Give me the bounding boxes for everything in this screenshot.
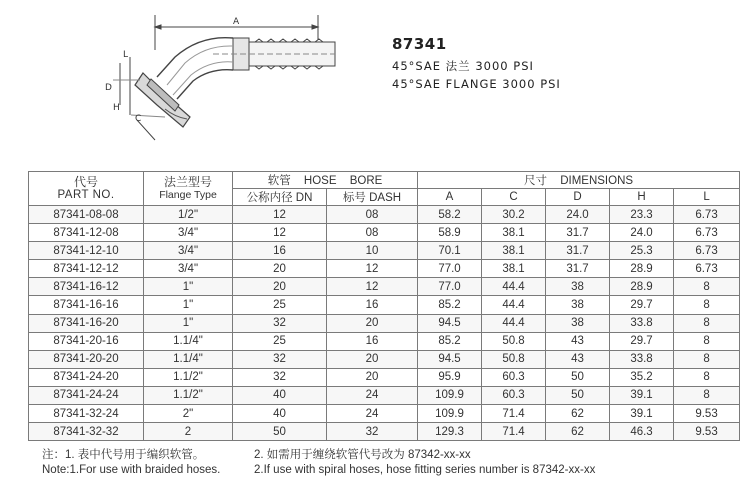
cell-c: 38.1 (482, 242, 546, 260)
cell-a: 85.2 (418, 332, 482, 350)
cell-l: 8 (674, 314, 740, 332)
notes-en (42, 463, 742, 478)
cell-c: 60.3 (482, 386, 546, 404)
cell-dash: 24 (327, 386, 418, 404)
cell-dash: 16 (327, 332, 418, 350)
cell-a: 129.3 (418, 423, 482, 441)
cell-l: 6.73 (674, 224, 740, 242)
cell-c: 38.1 (482, 260, 546, 278)
cell-h: 24.0 (610, 224, 674, 242)
dim-label-c: C (135, 114, 142, 124)
product-title-en: 45°SAE FLANGE 3000 PSI (392, 77, 561, 91)
header-a: A (418, 189, 482, 206)
cell-a: 109.9 (418, 386, 482, 404)
cell-dash: 12 (327, 260, 418, 278)
header-c: C (482, 189, 546, 206)
cell-a: 109.9 (418, 405, 482, 423)
cell-dash: 08 (327, 206, 418, 224)
cell-h: 46.3 (610, 423, 674, 441)
table-row (29, 224, 740, 242)
cell-c: 60.3 (482, 368, 546, 386)
cell-dn: 50 (233, 423, 327, 441)
cell-l: 8 (674, 386, 740, 404)
cell-flange-type: 1.1/4" (144, 332, 233, 350)
cell-part-no: 87341-16-16 (29, 296, 144, 314)
cell-d: 50 (546, 386, 610, 404)
cell-a: 70.1 (418, 242, 482, 260)
header-hose-bore: 软管 HOSE BORE (233, 172, 418, 189)
cell-dn: 20 (233, 260, 327, 278)
cell-part-no: 87341-08-08 (29, 206, 144, 224)
cell-d: 62 (546, 423, 610, 441)
header-part-cn: 代号 (73, 174, 98, 189)
cell-part-no: 87341-32-24 (29, 405, 144, 423)
cell-dn: 32 (233, 350, 327, 368)
cell-a: 58.2 (418, 206, 482, 224)
cell-d: 38 (546, 296, 610, 314)
cell-flange-type: 3/4" (144, 224, 233, 242)
cell-c: 44.4 (482, 314, 546, 332)
table-row (29, 405, 740, 423)
cell-l: 8 (674, 278, 740, 296)
cell-part-no: 87341-12-12 (29, 260, 144, 278)
cell-flange-type: 1" (144, 296, 233, 314)
cell-c: 44.4 (482, 296, 546, 314)
cell-d: 31.7 (546, 260, 610, 278)
header-h: H (610, 189, 674, 206)
cell-part-no: 87341-16-20 (29, 314, 144, 332)
cell-c: 30.2 (482, 206, 546, 224)
cell-dash: 10 (327, 242, 418, 260)
notes (42, 448, 742, 478)
cell-d: 62 (546, 405, 610, 423)
cell-part-no: 87341-32-32 (29, 423, 144, 441)
cell-l: 6.73 (674, 260, 740, 278)
cell-dn: 20 (233, 278, 327, 296)
cell-h: 29.7 (610, 296, 674, 314)
table-row (29, 350, 740, 368)
cell-l: 6.73 (674, 206, 740, 224)
note-en-1: Note:1.For use with braided hoses. (42, 464, 221, 476)
cell-c: 50.8 (482, 350, 546, 368)
cell-c: 71.4 (482, 423, 546, 441)
header-flange-cn: 法兰型号 (163, 174, 212, 189)
cell-a: 77.0 (418, 260, 482, 278)
dim-label-l: L (123, 50, 129, 60)
cell-a: 94.5 (418, 314, 482, 332)
cell-part-no: 87341-20-16 (29, 332, 144, 350)
cell-a: 85.2 (418, 296, 482, 314)
cell-flange-type: 1.1/4" (144, 350, 233, 368)
cell-a: 58.9 (418, 224, 482, 242)
cell-d: 50 (546, 368, 610, 386)
cell-h: 25.3 (610, 242, 674, 260)
cell-l: 9.53 (674, 423, 740, 441)
spec-table (28, 171, 740, 441)
note-cn-2: 2. 如需用于缠绕软管代号改为 87342-xx-xx (254, 449, 471, 461)
header-flange-en: Flange Type (159, 188, 217, 201)
cell-h: 29.7 (610, 332, 674, 350)
header-part-no (29, 172, 144, 206)
table-row (29, 314, 740, 332)
cell-a: 95.9 (418, 368, 482, 386)
cell-part-no: 87341-12-08 (29, 224, 144, 242)
cell-dash: 16 (327, 296, 418, 314)
cell-h: 39.1 (610, 405, 674, 423)
cell-a: 94.5 (418, 350, 482, 368)
cell-part-no: 87341-24-24 (29, 386, 144, 404)
cell-dash: 24 (327, 405, 418, 423)
cell-h: 23.3 (610, 206, 674, 224)
note-cn-1: 注：1. 表中代号用于编织软管。 (42, 449, 205, 461)
cell-l: 8 (674, 350, 740, 368)
cell-d: 24.0 (546, 206, 610, 224)
note-en-2: 2.If use with spiral hoses, hose fitting series number is 87342-xx-xx (254, 464, 596, 476)
header-dn: 公称内径 DN (233, 189, 327, 206)
cell-h: 35.2 (610, 368, 674, 386)
product-code: 87341 (392, 35, 447, 53)
cell-dash: 32 (327, 423, 418, 441)
table-row (29, 368, 740, 386)
cell-flange-type: 1" (144, 314, 233, 332)
header-l: L (674, 189, 740, 206)
fitting-drawing (95, 5, 355, 155)
cell-dn: 12 (233, 224, 327, 242)
header-d: D (546, 189, 610, 206)
header-part-en: PART NO. (57, 188, 115, 201)
table-row (29, 278, 740, 296)
header-dash: 标号 DASH (327, 189, 418, 206)
dim-label-d: D (105, 83, 112, 93)
table-row (29, 332, 740, 350)
dim-label-a: A (233, 17, 240, 27)
cell-part-no: 87341-24-20 (29, 368, 144, 386)
table-body (29, 206, 740, 441)
cell-flange-type: 1.1/2" (144, 368, 233, 386)
cell-flange-type: 1/2" (144, 206, 233, 224)
cell-flange-type: 3/4" (144, 242, 233, 260)
cell-flange-type: 2" (144, 405, 233, 423)
cell-dn: 40 (233, 386, 327, 404)
cell-h: 28.9 (610, 260, 674, 278)
cell-part-no: 87341-20-20 (29, 350, 144, 368)
cell-part-no: 87341-12-10 (29, 242, 144, 260)
table-row (29, 206, 740, 224)
cell-dn: 32 (233, 368, 327, 386)
cell-l: 6.73 (674, 242, 740, 260)
cell-l: 8 (674, 296, 740, 314)
table-row (29, 242, 740, 260)
cell-c: 38.1 (482, 224, 546, 242)
cell-c: 50.8 (482, 332, 546, 350)
product-title-cn: 45°SAE 法兰 3000 PSI (392, 59, 534, 73)
cell-dn: 12 (233, 206, 327, 224)
header-flange-type (144, 172, 233, 206)
cell-dash: 20 (327, 314, 418, 332)
table-row (29, 386, 740, 404)
header-dimensions: 尺寸 DIMENSIONS (418, 172, 740, 189)
cell-d: 43 (546, 332, 610, 350)
cell-dn: 32 (233, 314, 327, 332)
cell-d: 31.7 (546, 242, 610, 260)
cell-d: 38 (546, 278, 610, 296)
cell-d: 31.7 (546, 224, 610, 242)
cell-flange-type: 1.1/2" (144, 386, 233, 404)
cell-dash: 12 (327, 278, 418, 296)
cell-a: 77.0 (418, 278, 482, 296)
cell-c: 44.4 (482, 278, 546, 296)
cell-h: 33.8 (610, 314, 674, 332)
cell-d: 38 (546, 314, 610, 332)
cell-l: 8 (674, 332, 740, 350)
dim-label-h: H (113, 103, 120, 113)
cell-h: 33.8 (610, 350, 674, 368)
cell-flange-type: 2 (144, 423, 233, 441)
cell-flange-type: 3/4" (144, 260, 233, 278)
table-row (29, 423, 740, 441)
notes-cn (42, 448, 742, 463)
table-row (29, 296, 740, 314)
cell-part-no: 87341-16-12 (29, 278, 144, 296)
cell-d: 43 (546, 350, 610, 368)
title-block (392, 35, 561, 91)
cell-h: 39.1 (610, 386, 674, 404)
cell-l: 8 (674, 368, 740, 386)
cell-flange-type: 1" (144, 278, 233, 296)
cell-dash: 20 (327, 368, 418, 386)
cell-dn: 16 (233, 242, 327, 260)
cell-c: 71.4 (482, 405, 546, 423)
cell-dn: 40 (233, 405, 327, 423)
cell-l: 9.53 (674, 405, 740, 423)
cell-h: 28.9 (610, 278, 674, 296)
cell-dn: 25 (233, 296, 327, 314)
cell-dash: 20 (327, 350, 418, 368)
table-row (29, 260, 740, 278)
cell-dash: 08 (327, 224, 418, 242)
cell-dn: 25 (233, 332, 327, 350)
